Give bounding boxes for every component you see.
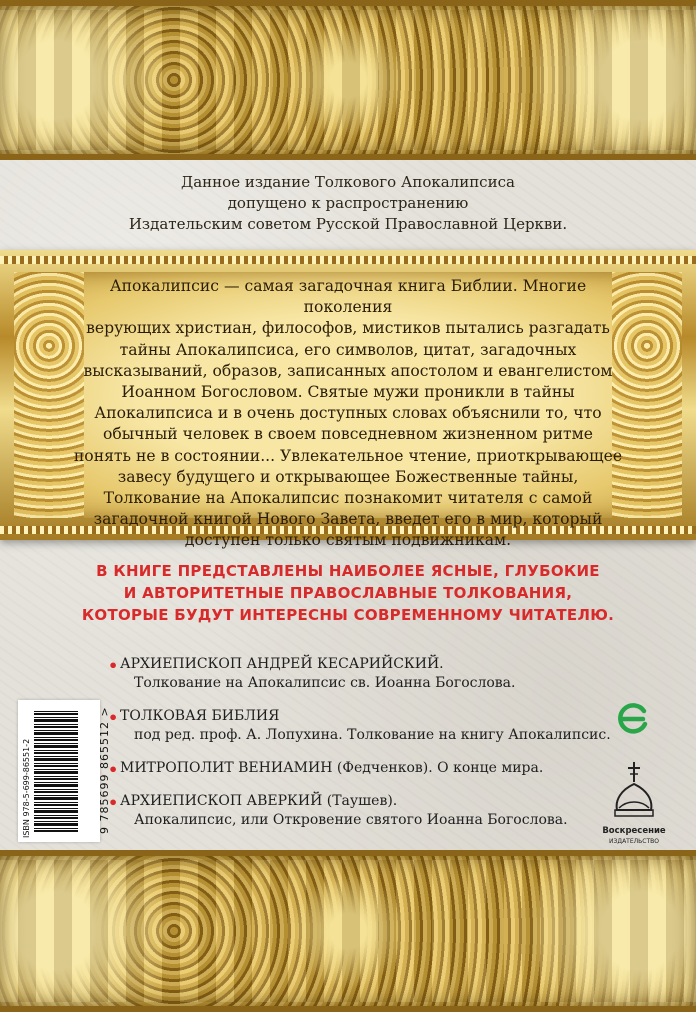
voskresenie-subtitle: ИЗДАТЕЛЬСТВО xyxy=(609,838,659,845)
annotation-line: загадочной книгой Нового Завета, введет его в мир, который xyxy=(93,510,603,529)
annotation-line: завесу будущего и открывающее Божественные тайны, xyxy=(117,467,579,486)
list-item xyxy=(108,759,640,779)
top-ornament-band xyxy=(0,0,696,160)
red-bullet: • xyxy=(108,760,119,779)
item-description: Апокалипсис, или Откровение святого Иоанна Богослова. xyxy=(134,812,568,828)
dome-cross-icon xyxy=(601,760,667,826)
notice-line: допущено к распространению xyxy=(227,194,469,212)
annotation-line: обычный человек в своем повседневном жизненном ритме xyxy=(102,425,594,444)
annotation-line: понять не в состоянии... Увлекательное чтение, приоткрывающее xyxy=(73,446,623,465)
annotation-line: тайны Апокалипсиса, его символов, цитат, загадочных xyxy=(119,340,577,359)
item-title: МИТРОПОЛИТ ВЕНИАМИН (Федченков). О конце мира. xyxy=(120,760,544,776)
notice-line: Издательским советом Русской Православной Церкви. xyxy=(128,215,568,233)
book-annotation xyxy=(70,276,626,552)
headline-line: КОТОРЫЕ БУДУТ ИНТЕРЕСНЫ СОВРЕМЕННОМУ ЧИТАТЕЛЮ. xyxy=(81,606,615,624)
item-title: АРХИЕПИСКОП АНДРЕЙ КЕСАРИЙСКИЙ. xyxy=(120,656,444,672)
list-item xyxy=(108,655,640,693)
isbn-barcode xyxy=(18,700,111,842)
list-item xyxy=(108,707,640,745)
red-bullet: • xyxy=(108,793,119,812)
list-item xyxy=(108,792,640,830)
red-bullet: • xyxy=(108,708,119,727)
annotation-line: Иоанном Богословом. Святые мужи проникли в тайны xyxy=(121,383,575,402)
headline-line: В КНИГЕ ПРЕДСТАВЛЕНЫ НАИБОЛЕЕ ЯСНЫЕ, ГЛУБОКИЕ xyxy=(96,562,600,580)
item-title: АРХИЕПИСКОП АВЕРКИЙ (Таушев). xyxy=(120,793,398,809)
barcode-bars xyxy=(34,710,78,832)
annotation-line: Апокалипсис — самая загадочная книга Библии. Многие поколения xyxy=(109,277,587,317)
item-description: под ред. проф. А. Лопухина. Толкование на книгу Апокалипсис. xyxy=(134,727,611,743)
red-bullet: • xyxy=(108,656,119,675)
annotation-line: доступен только святым подвижникам. xyxy=(184,531,512,550)
isbn-label: ISBN 978-5-699-86551-2 xyxy=(22,738,31,838)
eksmo-logo-icon xyxy=(616,702,650,736)
item-title: ТОЛКОВАЯ БИБЛИЯ xyxy=(120,708,280,724)
annotation-line: верующих христиан, философов, мистиков пытались разгадать xyxy=(86,319,610,338)
headline-line: И АВТОРИТЕТНЫЕ ПРАВОСЛАВНЫЕ ТОЛКОВАНИЯ, xyxy=(123,584,573,602)
contents-list xyxy=(108,655,640,844)
voskresenie-name: Воскресение xyxy=(602,826,666,836)
annotation-line: высказываний, образов, записанных апостолом и евангелистом xyxy=(83,361,613,380)
item-description: Толкование на Апокалипсис св. Иоанна Богослова. xyxy=(134,675,516,691)
annotation-line: Апокалипсиса и в очень доступных словах объяснили то, что xyxy=(94,404,602,423)
notice-line: Данное издание Толкового Апокалипсиса xyxy=(181,173,515,191)
bottom-ornament-band xyxy=(0,850,696,1012)
annotation-line: Толкование на Апокалипсис познакомит читателя с самой xyxy=(103,489,593,508)
barcode-digits: 9 785699 865512 > xyxy=(98,706,111,834)
voskresenie-publisher-logo xyxy=(601,760,667,852)
church-approval-notice xyxy=(0,172,696,235)
red-headline xyxy=(0,560,696,626)
